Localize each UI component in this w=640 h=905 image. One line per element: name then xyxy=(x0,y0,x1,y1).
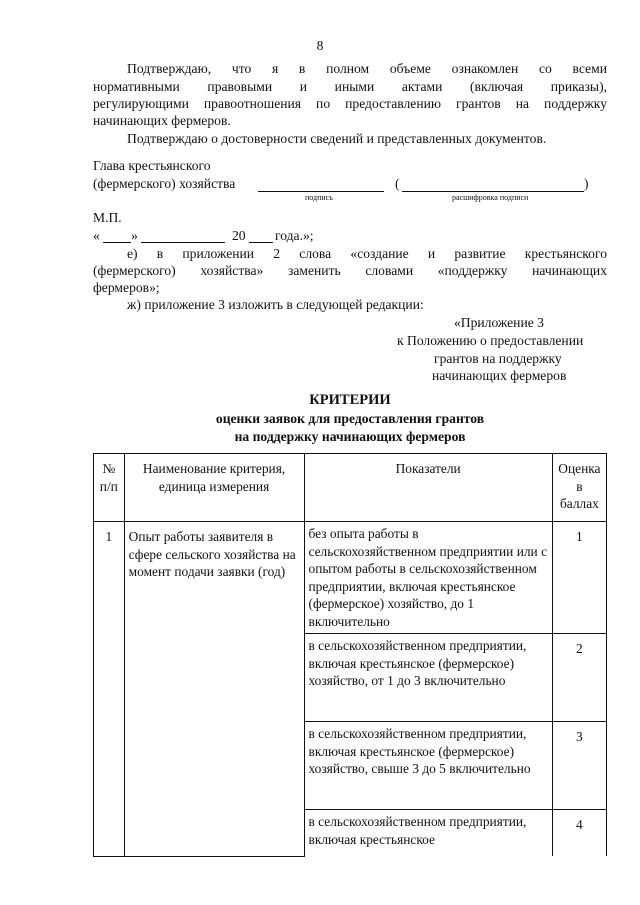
criteria-subtitle-2: на поддержку начинающих фермеров xyxy=(234,429,466,444)
head-label-2: (фермерского) хозяйства xyxy=(93,176,236,191)
paren-close: ) xyxy=(584,176,589,191)
appendix-line-1: «Приложение 3 xyxy=(454,315,544,330)
date-year-line xyxy=(249,242,273,243)
seal-label: М.П. xyxy=(93,210,122,225)
table-header-row xyxy=(94,454,607,522)
amend-e-line-2: (фермерского) хозяйства» заменить словами «поддержку начинающих xyxy=(93,263,607,278)
indicator-cell: в сельскохозяйственном предприятии, включая крестьянское (фермерское) хозяйство, свыше 3 до 5 включительно xyxy=(304,722,552,810)
confirm-line-2: нормативными правовыми и иными актами (включая приказы), xyxy=(93,79,607,94)
score-cell: 2 xyxy=(552,634,606,722)
score-cell: 3 xyxy=(552,722,606,810)
criteria-subtitle-1: оценки заявок для предоставления грантов xyxy=(215,411,485,426)
criteria-title: КРИТЕРИИ xyxy=(309,392,391,408)
amend-e-line-1: е) в приложении 2 слова «создание и развитие крестьянского xyxy=(127,246,607,261)
indicator-cell: без опыта работы в сельскохозяйственном предприятии или с опытом работы в сельскохозяйственном предприятии, включая крестьянское (фермерское) хозяйство, до 1 включительно xyxy=(304,522,552,634)
confirm-paragraph-2: Подтверждаю о достоверности сведений и представленных документов. xyxy=(127,131,547,146)
appendix-line-4: начинающих фермеров xyxy=(432,368,567,383)
indicator-cell: в сельскохозяйственном предприятии, включая крестьянское (фермерское) хозяйство, от 1 до 3 включительно xyxy=(304,634,552,722)
amend-e-line-3: фермеров»; xyxy=(93,280,160,295)
amend-zh: ж) приложение 3 изложить в следующей редакции: xyxy=(127,297,424,312)
confirm-line-3: регулирующими правоотношения по предоставлению грантов на поддержку xyxy=(93,96,607,111)
page-number: 8 xyxy=(316,38,324,53)
header-name: Наименование критерия, единица измерения xyxy=(124,454,304,522)
date-month-line xyxy=(141,242,225,243)
header-num: № п/п xyxy=(94,454,125,522)
row-num: 1 xyxy=(94,522,125,857)
appendix-line-3: грантов на поддержку xyxy=(434,351,562,366)
indicator-cell: в сельскохозяйственном предприятии, включая крестьянское xyxy=(304,810,552,857)
date-year-prefix: 20 xyxy=(232,228,246,243)
header-indicators: Показатели xyxy=(304,454,552,522)
confirm-line-1: Подтверждаю, что я в полном объеме ознакомлен со всеми xyxy=(127,61,607,76)
date-year-suffix: года.»; xyxy=(275,228,314,243)
score-cell: 4 xyxy=(552,810,606,857)
score-cell: 1 xyxy=(552,522,606,634)
decode-caption: расшифровка подписи xyxy=(452,193,529,202)
header-score: Оценка в баллах xyxy=(552,454,606,522)
date-close-quote: » xyxy=(131,228,138,243)
paren-open: ( xyxy=(395,176,400,191)
head-label-1: Глава крестьянского xyxy=(93,158,211,173)
confirm-line-4: начинающих фермеров. xyxy=(93,113,231,128)
criteria-table xyxy=(93,453,607,857)
date-day-line xyxy=(103,242,131,243)
signature-line xyxy=(258,191,384,192)
table-row xyxy=(94,522,607,634)
decode-line xyxy=(402,191,584,192)
date-open-quote: « xyxy=(93,228,100,243)
signature-caption: подпись xyxy=(305,193,333,202)
appendix-line-2: к Положению о предоставлении xyxy=(397,333,584,348)
row-criterion: Опыт работы заявителя в сфере сельского хозяйства на момент подачи заявки (год) xyxy=(124,522,304,857)
